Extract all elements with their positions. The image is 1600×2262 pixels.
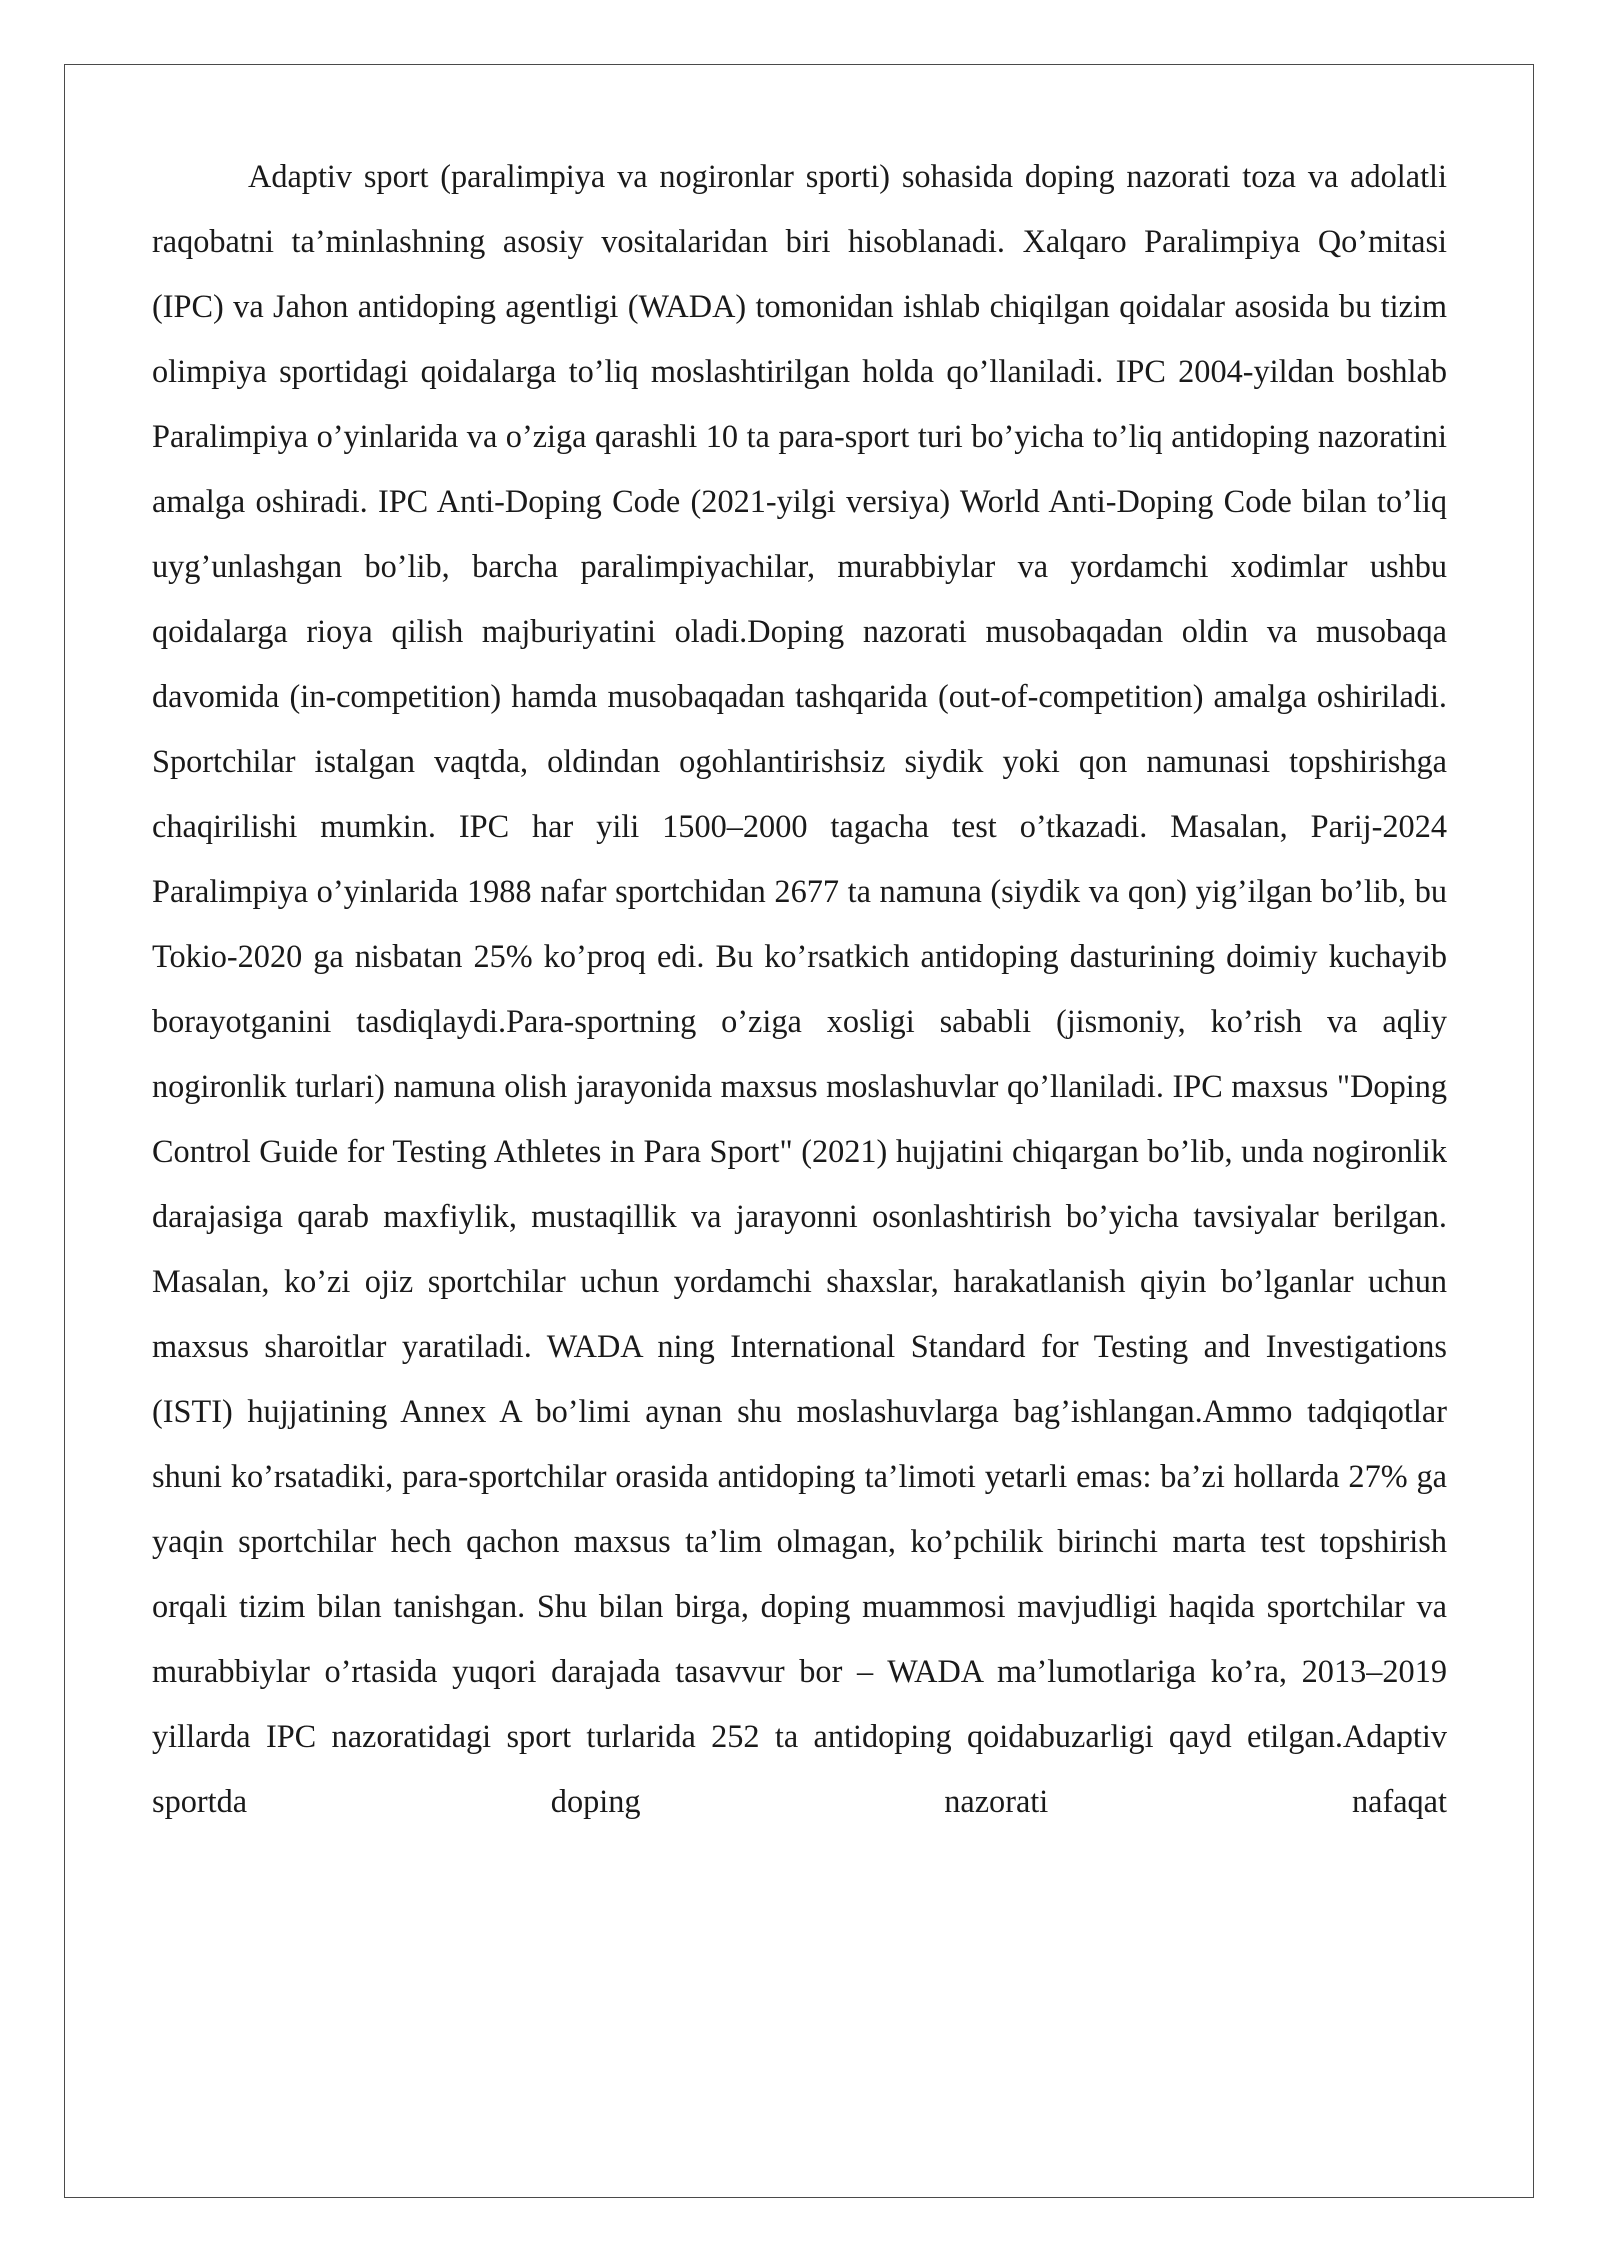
document-body: [152, 144, 1447, 2099]
body-paragraph: Adaptiv sport (paralimpiya va nogironlar sporti) sohasida doping nazorati toza va adolatli raqobatni ta’minlashning asosiy vositalaridan biri hisoblanadi. Xalqaro Paralimpiya Qo’mitasi (IPC) va Jahon antidoping agentligi (WADA) tomonidan ishlab chiqilgan qoidalar asosida bu tizim olimpiya sportidagi qoidalarga to’liq moslashtirilgan holda qo’llaniladi. IPC 2004-yildan boshlab Paralimpiya o’yinlarida va o’ziga qarashli 10 ta para-sport turi bo’yicha to’liq antidoping nazoratini amalga oshiradi. IPC Anti-Doping Code (2021-yilgi versiya) World Anti-Doping Code bilan to’liq uyg’unlashgan bo’lib, barcha paralimpiyachilar, murabbiylar va yordamchi xodimlar ushbu qoidalarga rioya qilish majburiyatini oladi.Doping nazorati musobaqadan oldin va musobaqa davomida (in-competition) hamda musobaqadan tashqarida (out-of-competition) amalga oshiriladi. Sportchilar istalgan vaqtda, oldindan ogohlantirishsiz siydik yoki qon namunasi topshirishga chaqirilishi mumkin. IPC har yili 1500–2000 tagacha test o’tkazadi. Masalan, Parij-2024 Paralimpiya o’yinlarida 1988 nafar sportchidan 2677 ta namuna (siydik va qon) yig’ilgan bo’lib, bu Tokio-2020 ga nisbatan 25% ko’proq edi. Bu ko’rsatkich antidoping dasturining doimiy kuchayib borayotganini tasdiqlaydi.Para-sportning o’ziga xosligi sababli (jismoniy, ko’rish va aqliy nogironlik turlari) namuna olish jarayonida maxsus moslashuvlar qo’llaniladi. IPC maxsus "Doping Control Guide for Testing Athletes in Para Sport" (2021) hujjatini chiqargan bo’lib, unda nogironlik darajasiga qarab maxfiylik, mustaqillik va jarayonni osonlashtirish bo’yicha tavsiyalar berilgan. Masalan, ko’zi ojiz sportchilar uchun yordamchi shaxslar, harakatlanish qiyin bo’lganlar uchun maxsus sharoitlar yaratiladi. WADA ning International Standard for Testing and Investigations (ISTI) hujjatining Annex A bo’limi aynan shu moslashuvlarga bag’ishlangan.Ammo tadqiqotlar shuni ko’rsatadiki, para-sportchilar orasida antidoping ta’limoti yetarli emas: ba’zi hollarda 27% ga yaqin sportchilar hech qachon maxsus ta’lim olmagan, ko’pchilik birinchi marta test topshirish orqali tizim bilan tanishgan. Shu bilan birga, doping muammosi mavjudligi haqida sportchilar va murabbiylar o’rtasida yuqori darajada tasavvur bor – WADA ma’lumotlariga ko’ra, 2013–2019 yillarda IPC nazoratidagi sport turlarida 252 ta antidoping qoidabuzarligi qayd etilgan.Adaptiv sportda doping nazorati nafaqat: [152, 158, 1447, 1819]
